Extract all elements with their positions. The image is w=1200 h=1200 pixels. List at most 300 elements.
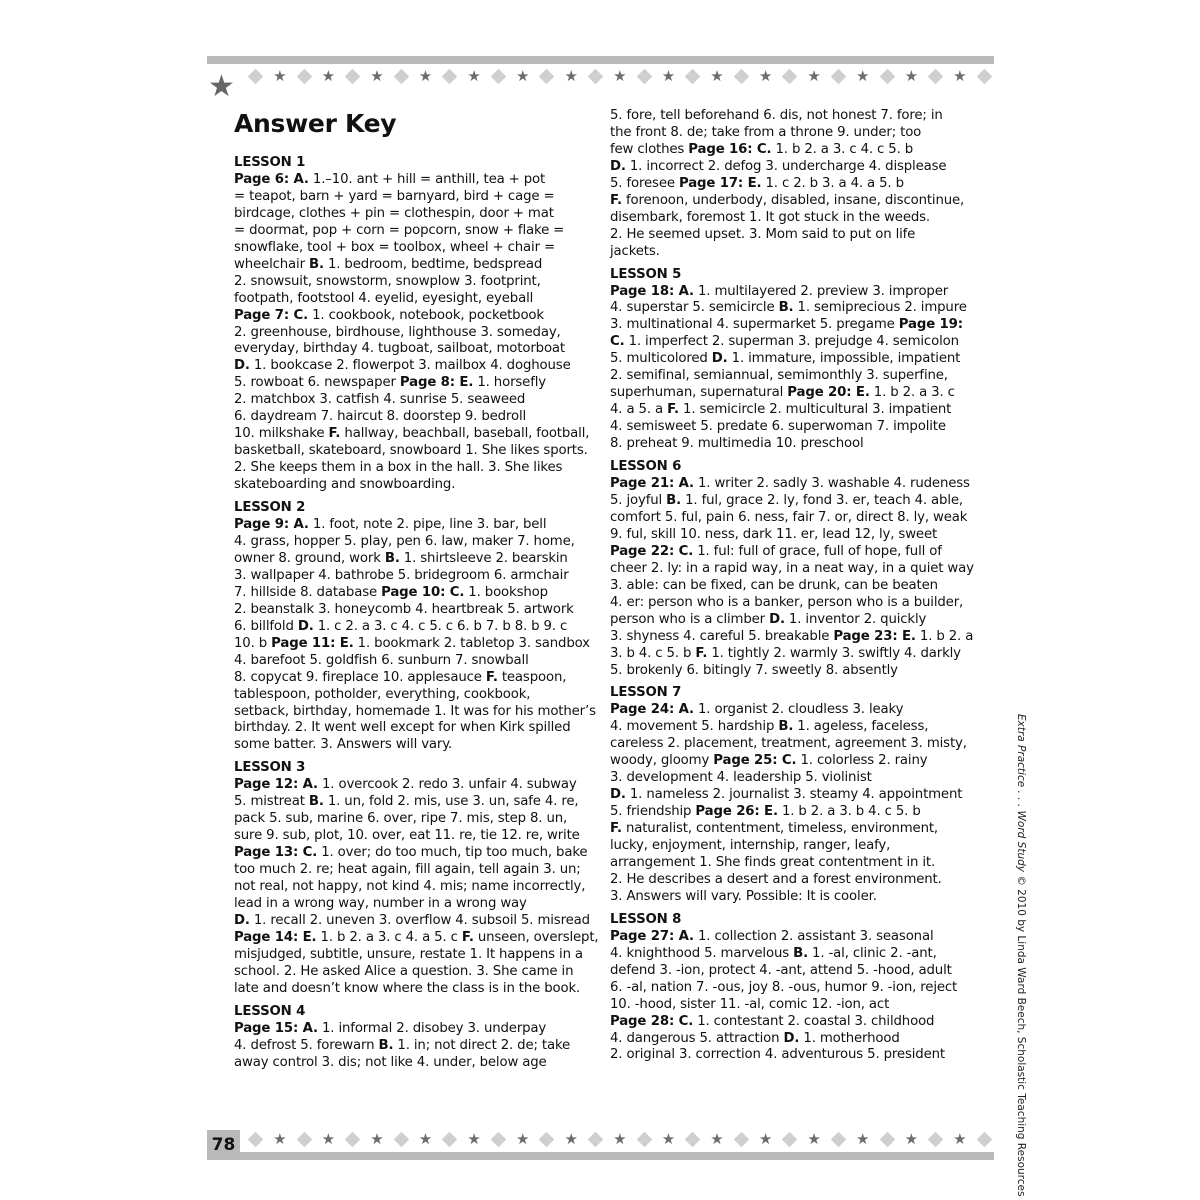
answer-line [234, 811, 596, 828]
answer-text: 1. b 2. a 3. b 4. c 5. b [777, 804, 921, 820]
answer-line [234, 896, 596, 913]
answer-line [234, 443, 596, 460]
diamond-icon [442, 1131, 458, 1147]
answer-text: 1. imperfect 2. superman 3. prejudge 4. semicolon [624, 334, 959, 350]
answer-line [610, 1014, 974, 1031]
star-icon: ★ [515, 1129, 530, 1148]
answer-text: 1. un, fold 2. mis, use 3. un, safe 4. re, [323, 794, 579, 810]
answer-text: sure 9. sub, plot, 10. over, eat 11. re, tie 12. re, write [234, 828, 580, 844]
answer-text: 1. semiprecious 2. impure [793, 300, 967, 316]
answer-text: away control 3. dis; not like 4. under, below age [234, 1054, 547, 1070]
answer-text: 1. -al, clinic 2. -ant, [807, 945, 937, 961]
star-icon: ★ [208, 69, 235, 104]
answer-line [234, 687, 596, 704]
answer-line [234, 619, 596, 636]
answer-line [234, 845, 596, 862]
answer-text: 2. He describes a desert and a forest environment. [610, 871, 942, 887]
lesson-heading: LESSON 1 [234, 155, 306, 170]
diamond-icon [296, 1131, 312, 1147]
answer-line [234, 828, 596, 845]
answer-text: 6. billfold [234, 618, 298, 634]
answer-text: 1. tightly 2. warmly 3. swiftly 4. darkly [707, 645, 961, 661]
answer-text: 3. able: can be fixed, can be drunk, can be beaten [610, 577, 938, 593]
answer-line [610, 402, 974, 419]
answer-line [234, 1038, 596, 1055]
answer-label: Page 9: A. [234, 517, 309, 533]
diamond-icon [976, 1131, 992, 1147]
answer-text: owner 8. ground, work [234, 550, 385, 566]
answer-label: D. [783, 1030, 800, 1046]
answer-line [234, 426, 596, 443]
diamond-icon [831, 1131, 847, 1147]
answer-text: 1. contestant 2. coastal 3. childhood [693, 1013, 935, 1029]
answer-line [234, 358, 596, 375]
answer-text: 2. greenhouse, birdhouse, lighthouse 3. someday, [234, 324, 561, 340]
answer-line [610, 108, 974, 125]
book-title: Extra Practice . . . Word Study [1015, 714, 1027, 872]
answer-line [610, 227, 974, 244]
answer-text: 1. bedroom, bedtime, bedspread [323, 256, 543, 272]
answer-line [610, 646, 974, 663]
star-icon: ★ [953, 66, 967, 85]
answer-line [610, 997, 974, 1014]
star-icon: ★ [710, 1129, 724, 1148]
answer-text: 5. joyful [610, 492, 667, 508]
answer-text: 5. rowboat 6. newspaper [234, 375, 400, 391]
answer-label: Page 14: E. [234, 929, 317, 945]
star-icon: ★ [370, 1129, 384, 1148]
lesson-heading: LESSON 7 [610, 685, 682, 701]
answer-line [234, 585, 596, 602]
answer-line [234, 172, 596, 189]
answer-line [610, 436, 974, 453]
answer-line [234, 206, 596, 223]
answer-label: F. [461, 929, 474, 945]
answer-line [234, 777, 596, 794]
answer-label: D. [234, 358, 250, 374]
answer-text: 1. b 2. a 3. c 4. c 5. b [771, 141, 914, 157]
answer-line [234, 981, 596, 998]
answer-text: 3. Answers will vary. Possible: It is cooler. [610, 888, 877, 904]
answer-label: Page 13: C. [234, 845, 318, 861]
answer-label: Page 15: A. [234, 1020, 318, 1036]
answer-line [234, 794, 596, 811]
answer-line [610, 804, 974, 821]
answer-text: 2. She keeps them in a box in the hall. 3. She likes [234, 460, 563, 476]
answer-line [610, 946, 974, 963]
answer-line [610, 1047, 974, 1064]
answer-text: pack 5. sub, marine 6. over, ripe 7. mis, step 8. un, [234, 811, 568, 827]
star-icon: ★ [856, 1129, 870, 1148]
answer-line [234, 534, 596, 551]
diamond-icon [734, 68, 750, 84]
answer-column-left [234, 155, 599, 1072]
answer-line [610, 300, 974, 317]
answer-line [234, 274, 596, 291]
answer-label: Page 26: E. [695, 804, 778, 820]
star-icon: ★ [564, 66, 578, 85]
answer-text: 10. milkshake [234, 426, 329, 442]
answer-text: teaspoon, [497, 669, 567, 685]
answer-text: 3. b 4. c 5. b [610, 645, 696, 661]
star-icon: ★ [904, 1129, 919, 1148]
answer-label: F. [610, 192, 622, 208]
diamond-icon [636, 1131, 652, 1147]
answer-text: 4. knighthood 5. marvelous [610, 945, 794, 961]
answer-line [234, 257, 596, 274]
answer-label: Page 18: A. [610, 283, 694, 299]
diamond-icon [879, 68, 895, 84]
star-icon: ★ [418, 66, 433, 85]
answer-line [234, 653, 596, 670]
answer-text: birthday. 2. It went well except for when Kirk spilled [234, 720, 571, 736]
answer-line [610, 210, 974, 227]
copyright-credit [1012, 714, 1030, 1197]
answer-line [234, 947, 596, 964]
answer-text: 1. foot, note 2. pipe, line 3. bar, bell [308, 517, 547, 533]
answer-label: D. [234, 912, 250, 928]
star-icon: ★ [613, 1129, 627, 1148]
diamond-icon [539, 1131, 555, 1147]
answer-text: 4. defrost 5. forewarn [234, 1037, 379, 1053]
star-icon: ★ [710, 66, 724, 85]
answer-label: Page 7: C. [234, 307, 309, 323]
answer-label: F. [328, 426, 341, 442]
answer-line [234, 913, 596, 930]
answer-text: 1.–10. ant + hill = anthill, tea + pot [308, 171, 546, 187]
diamond-icon [831, 68, 847, 84]
answer-text: 6. -al, nation 7. -ous, joy 8. -ous, humor 9. -ion, reject [610, 979, 958, 995]
diamond-icon [345, 1131, 361, 1147]
diamond-icon [782, 68, 798, 84]
answer-text: 1. cookbook, notebook, pocketbook [308, 307, 544, 323]
answer-line [234, 341, 596, 358]
answer-label: B. [384, 550, 400, 566]
answer-text: lead in a wrong way, number in a wrong way [234, 895, 527, 911]
star-icon: ★ [273, 1129, 287, 1148]
answer-line [234, 879, 596, 896]
answer-label: Page 17: E. [678, 175, 762, 191]
answer-text: 5. friendship [610, 804, 696, 820]
answer-text: careless 2. placement, treatment, agreement 3. misty, [610, 736, 967, 752]
answer-text: 2. beanstalk 3. honeycomb 4. heartbreak 5. artwork [234, 601, 574, 617]
answer-label: Page 19: [898, 317, 963, 333]
answer-label: B. [308, 256, 324, 272]
answer-line [610, 544, 974, 561]
answer-line [610, 753, 974, 770]
answer-text: jackets. [610, 243, 660, 259]
star-icon: ★ [321, 66, 336, 85]
answer-label: B. [793, 945, 808, 961]
answer-text: birdcage, clothes + pin = clothespin, door + mat [234, 205, 554, 221]
star-icon: ★ [467, 66, 481, 85]
answer-text: tablespoon, potholder, everything, cookbook, [234, 686, 531, 702]
answer-line [610, 527, 974, 544]
answer-line [234, 291, 596, 308]
answer-text: person who is a climber [610, 611, 770, 627]
top-border-bar [207, 56, 994, 64]
answer-text: 5. mistreat [234, 794, 309, 810]
diamond-icon [248, 68, 264, 84]
lesson-heading: LESSON 6 [610, 459, 682, 475]
answer-text: 1. nameless 2. journalist 3. steamy 4. appointment [625, 787, 963, 803]
answer-line [610, 244, 974, 261]
answer-text: comfort 5. ful, pain 6. ness, fair 7. or, direct 8. ly, weak [610, 509, 968, 525]
diamond-icon [588, 68, 604, 84]
answer-line [234, 223, 596, 240]
answer-text: 1. immature, impossible, impatient [727, 351, 961, 367]
answer-label: B. [308, 794, 324, 810]
answer-label: Page 25: C. [713, 753, 797, 769]
answer-label: F. [485, 669, 498, 685]
answer-text: snowflake, tool + box = toolbox, wheel + chair = [234, 239, 555, 255]
answer-text: too much 2. re; heat again, fill again, tell again 3. un; [234, 862, 581, 878]
answer-line [234, 551, 596, 568]
answer-text: 4. superstar 5. semicircle [610, 300, 779, 316]
answer-line [610, 142, 974, 159]
answer-label: B. [778, 719, 794, 735]
answer-line [234, 460, 596, 477]
star-icon: ★ [661, 1129, 676, 1148]
answer-line [610, 125, 974, 142]
answer-label: D. [297, 618, 314, 634]
answer-line [234, 862, 596, 879]
answer-text: 1. multilayered 2. preview 3. improper [693, 283, 949, 299]
answer-label: Page 20: E. [787, 385, 870, 401]
answer-line [610, 980, 974, 997]
star-icon: ★ [758, 1129, 773, 1148]
page-title: Answer Key [234, 109, 397, 138]
answer-label: Page 27: A. [610, 928, 694, 944]
answer-text: 1. colorless 2. rainy [796, 753, 928, 769]
answer-text: setback, birthday, homemade 1. It was for his mother’s [234, 703, 596, 719]
answer-label: D. [610, 787, 626, 803]
diamond-icon [782, 1131, 798, 1147]
answer-label: B. [666, 492, 682, 508]
answer-text: 10. -hood, sister 11. -al, comic 12. -ion, act [610, 996, 890, 1012]
answer-text: unseen, overslept, [473, 929, 599, 945]
diamond-icon [636, 68, 652, 84]
answer-text: 1. bookmark 2. tabletop 3. sandbox [353, 635, 590, 651]
answer-line [610, 963, 974, 980]
answer-text: 10. b [234, 635, 272, 651]
bottom-decorative-row [250, 1131, 990, 1147]
diamond-icon [928, 1131, 944, 1147]
star-icon: ★ [904, 66, 919, 85]
answer-text: 1. b 2. a 3. c 4. a 5. c [316, 929, 462, 945]
star-icon: ★ [515, 66, 530, 85]
diamond-icon [539, 68, 555, 84]
answer-line [234, 602, 596, 619]
answer-label: Page 22: C. [610, 543, 694, 559]
answer-line [234, 517, 596, 534]
answer-text: 1. inventor 2. quickly [784, 611, 927, 627]
star-icon: ★ [856, 66, 870, 85]
answer-line [610, 855, 974, 872]
answer-text: 5. fore, tell beforehand 6. dis, not honest 7. fore; in [610, 108, 943, 123]
answer-line [610, 351, 974, 368]
top-decorative-row [250, 68, 990, 84]
answer-text: 4. er: person who is a banker, person who is a builder, [610, 594, 964, 610]
answer-text: 7. hillside 8. database [234, 584, 382, 600]
answer-line [610, 176, 974, 193]
diamond-icon [345, 68, 361, 84]
answer-line [234, 308, 596, 325]
answer-text: 1. b 2. a [915, 628, 974, 644]
answer-line [234, 189, 596, 206]
star-icon: ★ [758, 66, 773, 85]
answer-text: everyday, birthday 4. tugboat, sailboat, motorboat [234, 341, 565, 357]
answer-text: few clothes [610, 141, 689, 157]
answer-line [610, 629, 974, 646]
answer-text: hallway, beachball, baseball, football, [340, 426, 590, 442]
copyright-text: © 2010 by Linda Ward Beech, Scholastic Teaching Resources [1015, 871, 1027, 1197]
answer-line [610, 419, 974, 436]
star-icon: ★ [953, 1129, 967, 1148]
answer-line [234, 325, 596, 342]
answer-label: Page 24: A. [610, 702, 694, 718]
answer-line [610, 493, 974, 510]
answer-label: F. [610, 821, 622, 837]
answer-text: 1. overcook 2. redo 3. unfair 4. subway [317, 777, 577, 793]
answer-text: 1. motherhood [799, 1030, 900, 1046]
answer-line [234, 704, 596, 721]
diamond-icon [976, 68, 992, 84]
answer-text: 5. brokenly 6. bitingly 7. sweetly 8. absently [610, 662, 898, 678]
answer-text: 2. original 3. correction 4. adventurous 5. president [610, 1047, 945, 1063]
answer-text: 1. incorrect 2. defog 3. undercharge 4. displease [625, 158, 947, 174]
answer-text: lucky, enjoyment, internship, ranger, leafy, [610, 838, 891, 854]
answer-label: C. [610, 334, 625, 350]
answer-line [234, 240, 596, 257]
answer-text: arrangement 1. She finds great contentment in it. [610, 854, 936, 870]
answer-text: 1. c 2. a 3. c 4. c 5. c 6. b 7. b 8. b 9. c [313, 618, 568, 634]
answer-label: Page 16: C. [688, 141, 772, 157]
answer-text: 4. grass, hopper 5. play, pen 6. law, maker 7. home, [234, 533, 575, 549]
answer-text: not real, not happy, not kind 4. mis; name incorrectly, [234, 879, 586, 895]
answer-line [234, 477, 596, 494]
answer-column-right [610, 108, 974, 1064]
answer-line [234, 737, 596, 754]
answer-text: 4. semisweet 5. predate 6. superwoman 7. impolite [610, 419, 946, 435]
answer-line [610, 510, 974, 527]
answer-label: Page 6: A. [234, 171, 309, 187]
answer-text: 3. development 4. leadership 5. violinist [610, 770, 872, 786]
answer-text: 2. He seemed upset. 3. Mom said to put on life [610, 226, 916, 242]
star-icon: ★ [273, 66, 287, 85]
diamond-icon [442, 68, 458, 84]
answer-line [234, 1055, 596, 1072]
answer-line [610, 385, 974, 402]
star-icon: ★ [418, 1129, 433, 1148]
answer-line [610, 561, 974, 578]
star-icon: ★ [564, 1129, 578, 1148]
diamond-icon [393, 1131, 409, 1147]
answer-line [610, 476, 974, 493]
diamond-icon [248, 1131, 264, 1147]
answer-text: 1. c 2. b 3. a 4. a 5. b [761, 175, 904, 191]
answer-line [610, 838, 974, 855]
diamond-icon [491, 1131, 507, 1147]
answer-line [610, 889, 974, 906]
answer-line [234, 720, 596, 737]
answer-line [610, 929, 974, 946]
answer-label: D. [610, 158, 626, 174]
answer-text: forenoon, underbody, disabled, insane, discontinue, [621, 192, 965, 208]
answer-label: Page 10: C. [381, 584, 465, 600]
answer-text: 5. multicolored [610, 351, 712, 367]
answer-text: = teapot, barn + yard = barnyard, bird + cage = [234, 188, 555, 204]
star-icon: ★ [467, 1129, 481, 1148]
answer-text: 6. daydream 7. haircut 8. doorstep 9. bedroll [234, 409, 527, 425]
lesson-heading: LESSON 2 [234, 500, 306, 516]
answer-text: 2. matchbox 3. catfish 4. sunrise 5. seaweed [234, 392, 526, 408]
answer-line [610, 595, 974, 612]
answer-text: skateboarding and snowboarding. [234, 477, 456, 493]
answer-text: school. 2. He asked Alice a question. 3. She came in [234, 963, 574, 979]
answer-text: 1. writer 2. sadly 3. washable 4. rudeness [693, 476, 970, 492]
answer-label: D. [711, 351, 728, 367]
star-icon: ★ [807, 1129, 821, 1148]
answer-text: 9. ful, skill 10. ness, dark 11. er, lead 12, ly, sweet [610, 526, 938, 542]
answer-label: B. [378, 1037, 394, 1053]
answer-text: 3. multinational 4. supermarket 5. pregame [610, 317, 899, 333]
answer-label: Page 12: A. [234, 777, 318, 793]
answer-text: 1. organist 2. cloudless 3. leaky [693, 702, 904, 718]
answer-text: 1. horsefly [473, 375, 546, 391]
answer-text: 1. over; do too much, tip too much, bake [317, 845, 588, 861]
answer-text: 4. dangerous 5. attraction [610, 1030, 784, 1046]
answer-text: naturalist, contentment, timeless, environment, [621, 821, 939, 837]
answer-line [610, 736, 974, 753]
star-icon: ★ [370, 66, 384, 85]
answer-line [610, 663, 974, 680]
answer-text: footpath, footstool 4. eyelid, eyesight, eyeball [234, 290, 534, 306]
answer-text: 1. b 2. a 3. c [869, 385, 955, 401]
diamond-icon [685, 1131, 701, 1147]
answer-line [234, 929, 599, 947]
star-icon: ★ [321, 1129, 336, 1148]
answer-line [610, 1031, 974, 1048]
answer-line [234, 1021, 596, 1038]
answer-text: 1. recall 2. uneven 3. overflow 4. subsoil 5. misread [249, 912, 590, 928]
answer-text: 1. semicircle 2. multicultural 3. impatient [678, 402, 952, 418]
answer-line [610, 159, 974, 176]
answer-text: wheelchair [234, 256, 309, 272]
answer-line [234, 568, 596, 585]
diamond-icon [928, 68, 944, 84]
answer-label: F. [667, 402, 679, 418]
diamond-icon [296, 68, 312, 84]
answer-text: 1. bookcase 2. flowerpot 3. mailbox 4. doghouse [249, 358, 571, 374]
answer-line [610, 368, 974, 385]
answer-text: late and doesn’t know where the class is in the book. [234, 980, 581, 996]
answer-line [234, 670, 596, 687]
answer-text: defend 3. -ion, protect 4. -ant, attend 5. -hood, adult [610, 962, 952, 978]
diamond-icon [685, 68, 701, 84]
answer-text: 1. ful, grace 2. ly, fond 3. er, teach 4. able, [681, 492, 963, 508]
answer-text: 1. informal 2. disobey 3. underpay [317, 1020, 547, 1036]
answer-text: misjudged, subtitle, unsure, restate 1. It happens in a [234, 946, 583, 962]
answer-line [610, 317, 974, 334]
page-number: 78 [207, 1130, 240, 1160]
lesson-heading: LESSON 3 [234, 760, 306, 776]
answer-line [610, 787, 974, 804]
answer-line [610, 702, 974, 719]
answer-line [234, 392, 596, 409]
answer-text: woody, gloomy [610, 753, 714, 769]
answer-text: 1. bookshop [464, 584, 548, 600]
